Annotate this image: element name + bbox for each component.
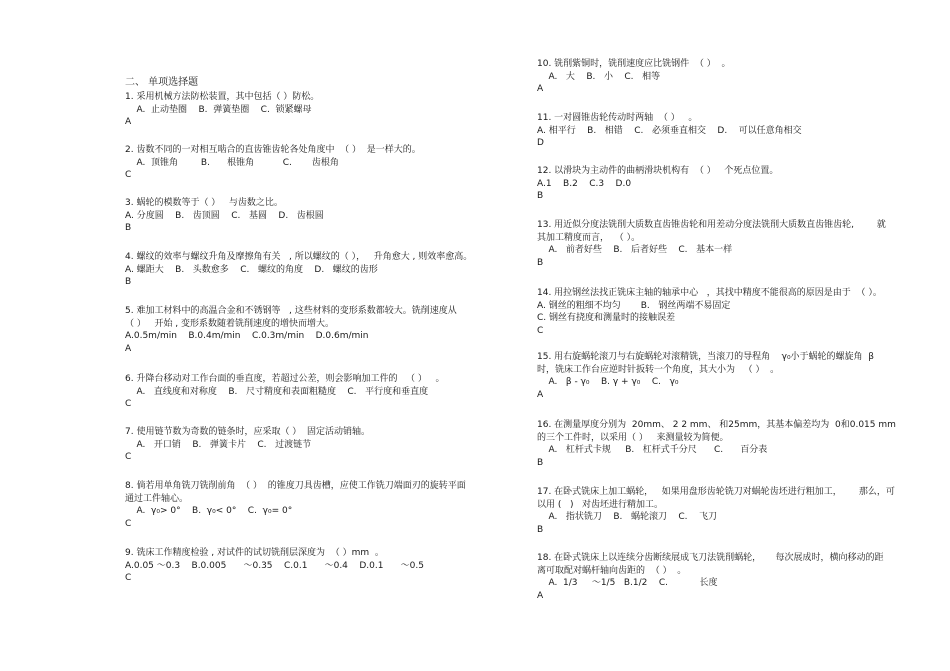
question-line: 通过工件轴心。 <box>125 493 189 504</box>
question-stem: 8. 倘若用单角铣刀铣削前角 （ ） 的锥度刀具齿槽，应使工作铣刀端面刃的旋转平面 <box>125 481 466 491</box>
question-stem: 17. 在卧式铣床上加工蜗轮， 如果用盘形齿轮铣刀对蜗轮齿坯进行粗加工， 那么，可 <box>537 487 895 497</box>
answer-label: C <box>125 573 132 583</box>
question-line: 时，铣床工作台应逆时针扳转一个角度，其大小为 （ ） 。 <box>537 364 780 375</box>
answer-label: C <box>125 518 132 529</box>
question-line: A. 顶锥角 B. 根锥角 C. 齿根角 <box>125 157 339 168</box>
question-stem: 12. 以滑块为主动件的曲柄滑块机构有 （ ） 个死点位置。 <box>537 166 779 176</box>
question-stem: 18. 在卧式铣床上以连续分齿断续展成飞刀法铣削蜗轮， 每次展成时，横向移动的距 <box>537 553 884 563</box>
question-stem: 10. 铣削紫铜时，铣削速度应比铣钢件 （ ） 。 <box>537 59 731 69</box>
question-stem: 11. 一对圆锥齿轮传动时两轴 （ ） 。 <box>537 113 698 123</box>
question-line: A.0.5m/min B.0.4m/min C.0.3m/min D.0.6m/min <box>125 331 369 341</box>
answer-label: A <box>125 117 132 127</box>
question-line: 其加工精度而言， （ ）。 <box>537 232 641 243</box>
answer-label: A <box>537 84 544 94</box>
answer-label: A <box>125 343 132 354</box>
question-stem: 14. 用拉钢丝法找正铣床主轴的轴承中心 ，其找中精度不能很高的原因是由于 （ ）。 <box>537 288 882 298</box>
answer-label: B <box>125 223 132 233</box>
question-stem: 16. 在测量厚度分别为 20mm、 2 2 mm、 和25mm，其基本偏差均为 0和0.015 mm <box>537 420 896 430</box>
question-line: A. 钢丝的粗细不均匀 B. 钢丝两端不易固定 <box>537 300 731 311</box>
question-line: C. 钢丝有挠度和测量时的接触误差 <box>537 313 676 323</box>
answer-label: B <box>537 457 544 468</box>
question-stem: 5. 难加工材料中的高温合金和不锈钢等 , 这些材料的变形系数都较大。铣削速度从 <box>125 306 457 316</box>
answer-label: B <box>537 524 544 535</box>
question-stem: 2. 齿数不同的一对相互啮合的直齿锥齿轮各处角度中 （ ） 是一样大的。 <box>125 145 421 155</box>
question-line: A. 前者好些 B. 后者好些 C. 基本一样 <box>537 245 733 255</box>
question-line: A. 相平行 B. 相错 C. 必须垂直相交 D. 可以任意角相交 <box>537 125 802 136</box>
answer-label: C <box>125 170 132 180</box>
question-stem: 1. 采用机械方法防松装置，其中包括（ ）防松。 <box>125 92 320 102</box>
question-line: A. 指状铣刀 B. 蜗轮滚刀 C. 飞刀 <box>537 512 717 522</box>
question-stem: 4. 螺纹的效率与螺纹升角及摩擦角有关 , 所以螺纹的（ ）， 升角愈大 , 则效率愈高。 <box>125 252 473 262</box>
answer-label: C <box>125 399 132 409</box>
question-stem: 13. 用近似分度法铣削大质数直齿锥齿轮和用差动分度法铣削大质数直齿锥齿轮, 就 <box>537 220 886 230</box>
question-line: A. 止动垫圈 B. 弹簧垫圈 C. 锁紧螺母 <box>125 104 312 115</box>
question-line: 以用 ( ) 对齿坯进行精加工。 <box>537 499 664 510</box>
answer-label: B <box>537 257 544 268</box>
question-line: A. 螺距大 B. 头数愈多 C. 螺纹的角度 D. 螺纹的齿形 <box>125 264 378 275</box>
question-line: A. 1/3 ～1/5 B.1/2 C. 长度 <box>537 578 718 588</box>
question-line: A. γ₀> 0° B. γ₀< 0° C. γ₀= 0° <box>125 506 293 516</box>
question-stem: 3. 蜗轮的模数等于（ ） 与齿数之比。 <box>125 198 283 208</box>
question-stem: 15. 用右旋蜗轮滚刀与右旋蜗轮对滚精铣，当滚刀的导程角 γ₀小于蜗轮的螺旋角 β <box>537 352 875 362</box>
question-stem: 7. 使用链节数为奇数的链条时，应采取（ ） 固定活动销轴。 <box>125 427 371 437</box>
answer-label: A <box>537 590 544 601</box>
question-line: （ ） 开始 , 变形系数随着铣削速度的增快而增大。 <box>125 318 335 329</box>
question-line: 的三个工件时，以采用（ ） 来测量较为简便。 <box>537 432 729 443</box>
question-line: A. 分度圆 B. 齿顶圆 C. 基圆 D. 齿根圆 <box>125 210 324 221</box>
question-line: A. 杠杆式卡规 B. 杠杆式千分尺 C. 百分表 <box>537 445 768 455</box>
answer-label: B <box>537 191 544 201</box>
answer-label: B <box>125 277 132 287</box>
question-line: 离可取配对蜗杆轴向齿距的 （ ） 。 <box>537 565 687 576</box>
answer-label: A <box>537 389 544 400</box>
answer-label: C <box>537 325 544 336</box>
question-line: A. 开口销 B. 弹簧卡片 C. 过渡链节 <box>125 439 312 450</box>
question-stem: 9. 铣床工作精度检验 , 对试件的试切铣削层深度为 （ ）mm 。 <box>125 548 384 558</box>
answer-label: C <box>125 452 132 462</box>
question-line: A. β - γ₀ B. γ + γ₀ C. γ₀ <box>537 377 679 387</box>
question-line: A. 直线度和对称度 B. 尺寸精度和表面粗糙度 C. 平行度和垂直度 <box>125 386 429 397</box>
section-title: 二、 单项选择题 <box>125 77 199 88</box>
question-line: A. 大 B. 小 C. 相等 <box>537 71 661 82</box>
answer-label: D <box>537 138 544 148</box>
question-stem: 6. 升降台移动对工作台面的垂直度，若超过公差，则会影响加工件的 （ ） 。 <box>125 374 445 384</box>
question-line: A.1 B.2 C.3 D.0 <box>537 178 632 189</box>
question-line: A.0.05 ～0.3 B.0.005 ～0.35 C.0.1 ～0.4 D.0.1 ～0.5 <box>125 560 424 571</box>
